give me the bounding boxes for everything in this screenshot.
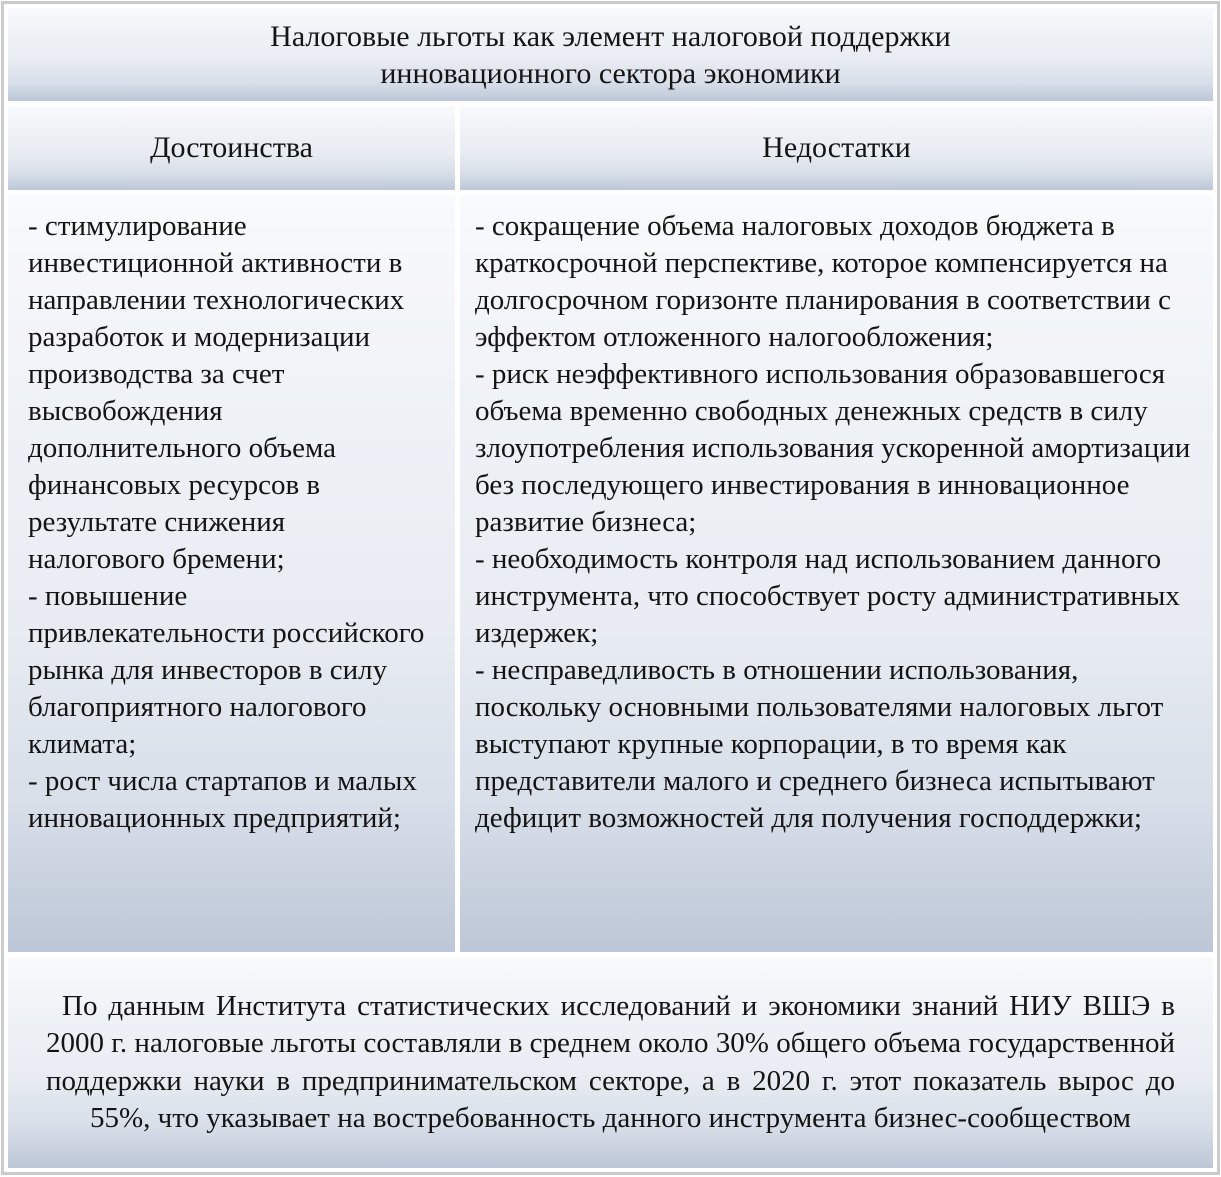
column-header-disadvantages [460,106,1213,190]
advantage-item: - рост числа стартапов и малых инновационных предприятий; [28,765,417,834]
advantages-cell [8,195,455,952]
disadvantages-cell [460,195,1213,952]
disadvantage-item: - несправедливость в отношении использования, поскольку основными пользователями налоговых льгот выступают крупные корпорации, в то время как представители малого и среднего бизнеса испытывают дефицит возможностей для получения господдержки; [475,654,1164,834]
table-title-cell [8,8,1213,101]
advantage-item: - стимулирование инвестиционной активности в направлении технологических разработок и модернизации производства за счет высвобождения дополнительного объема финансовых ресурсов в результате снижения налогового бремени; [28,210,405,575]
table-title: Налоговые льготы как элемент налоговой поддержки инновационного сектора экономики [270,19,951,90]
advantages-header-label: Достоинства [150,131,313,164]
disadvantages-header-label: Недостатки [762,131,911,164]
table-footnote: По данным Института статистических исследований и экономики знаний НИУ ВШЭ в 2000 г. налоговые льготы составляли в среднем около 30% общего объема государственной поддержки науки в предпринимательском секторе, а в 2020 г. этот показатель вырос до 55%, что указывает на востребованность данного инструмента бизнес-сообществом [46,989,1175,1134]
disadvantage-item: - сокращение объема налоговых доходов бюджета в краткосрочной перспективе, которое компенсируется на долгосрочном горизонте планирования в соответствии с эффектом отложенного налогообложения; [475,210,1171,353]
advantage-item: - повышение привлекательности российского рынка для инвесторов в силу благоприятного налогового климата; [28,580,425,760]
disadvantage-item: - риск неэффективного использования образовавшегося объема временно свободных денежных средств в силу злоупотребления использования ускоренной амортизации без последующего инвестирования в инновационное развитие бизнеса; [475,358,1191,538]
tax-benefits-table [8,8,1213,1168]
table-footnote-cell [8,957,1213,1168]
column-header-advantages [8,106,455,190]
table-frame [1,1,1220,1175]
disadvantage-item: - необходимость контроля над использованием данного инструмента, что способствует росту административных издержек; [475,543,1180,649]
